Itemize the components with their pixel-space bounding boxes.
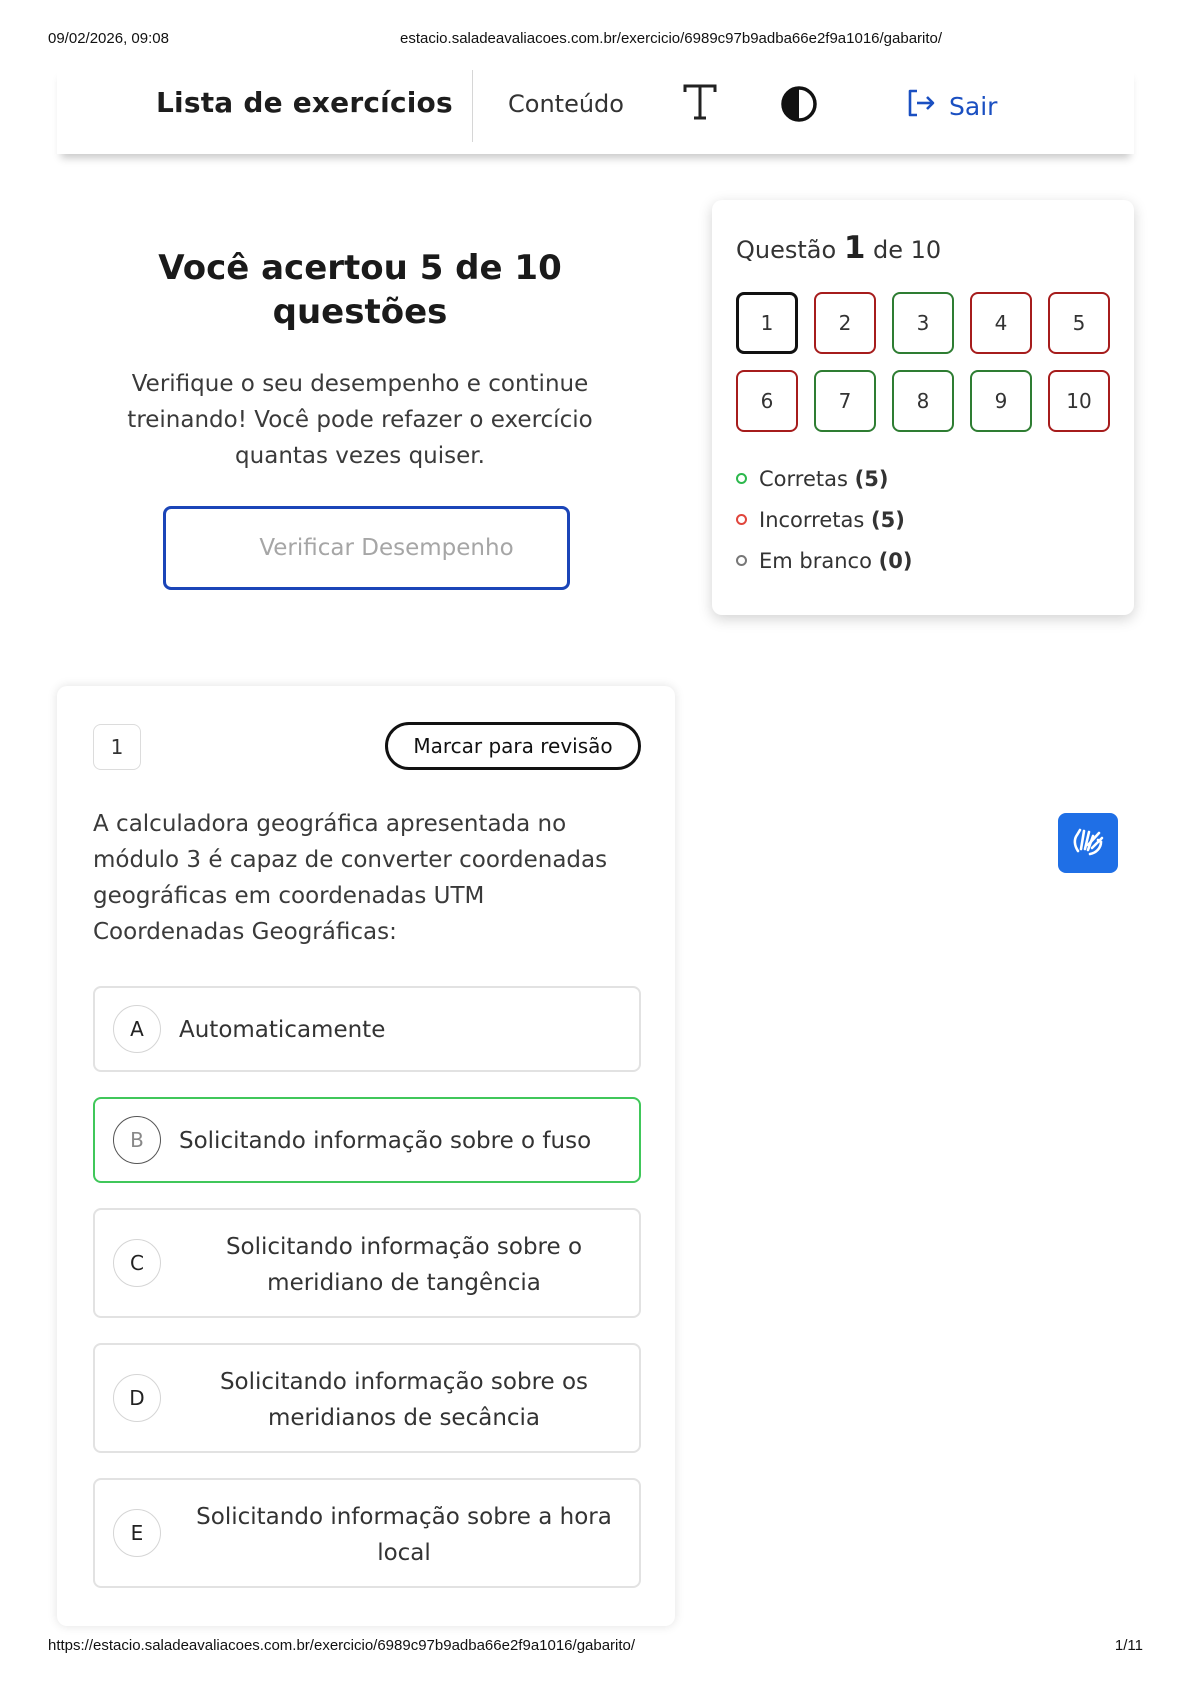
result-summary <box>100 246 620 474</box>
option-text-line: Solicitando informação sobre os <box>219 1369 589 1395</box>
sign-language-button[interactable] <box>1058 813 1118 873</box>
question-nav-button-7[interactable]: 7 <box>814 370 876 432</box>
content-link[interactable]: Conteúdo <box>508 90 624 118</box>
option-text <box>179 1364 629 1436</box>
legend-incorrect-label: Incorretas <box>759 507 865 532</box>
question-nav-button-5[interactable]: 5 <box>1048 292 1110 354</box>
question-stem-line: A calculadora geográfica apresentada no <box>93 811 567 837</box>
page-indicator: 1/11 <box>1114 1637 1143 1654</box>
question-nav-button-4[interactable]: 4 <box>970 292 1032 354</box>
legend-blank-label: Em branco <box>759 548 872 573</box>
footer-url: https://estacio.saladeavaliacoes.com.br/exercicio/6989c97b9adba66e2f9a1016/gabarito/ <box>48 1637 636 1654</box>
option-letter: D <box>113 1374 161 1422</box>
legend-incorrect-count: (5) <box>871 507 905 532</box>
option-text <box>179 1229 629 1301</box>
contrast-icon[interactable] <box>779 84 819 124</box>
header-divider <box>472 70 473 142</box>
question-nav-button-9[interactable]: 9 <box>970 370 1032 432</box>
current-question-number: 1 <box>843 230 866 266</box>
logout-icon <box>905 87 937 125</box>
option-text-line: meridianos de secância <box>267 1405 541 1431</box>
option-b[interactable] <box>93 1097 641 1183</box>
question-nav-button-8[interactable]: 8 <box>892 370 954 432</box>
option-text-line: Solicitando informação sobre o <box>225 1234 583 1260</box>
correct-dot-icon <box>736 473 747 484</box>
option-d[interactable] <box>93 1343 641 1453</box>
question-number-badge: 1 <box>93 724 141 770</box>
option-text <box>179 1499 629 1571</box>
font-size-icon[interactable] <box>679 80 721 126</box>
option-a[interactable] <box>93 986 641 1072</box>
legend-correct-label: Corretas <box>759 466 848 491</box>
print-header <box>48 30 1143 50</box>
incorrect-dot-icon <box>736 514 747 525</box>
verify-performance-button[interactable]: Verificar Desempenho <box>163 506 570 590</box>
option-letter: A <box>113 1005 161 1053</box>
page-title: Lista de exercícios <box>156 86 453 119</box>
question-grid <box>736 292 1110 432</box>
question-stem-line: módulo 3 é capaz de converter coordenadas <box>93 847 608 873</box>
navigator-title <box>736 230 941 266</box>
option-letter: E <box>113 1509 161 1557</box>
option-letter: C <box>113 1239 161 1287</box>
question-stem-line: Coordenadas Geográficas: <box>93 919 397 945</box>
option-text: Solicitando informação sobre o fuso <box>179 1128 592 1154</box>
option-letter: B <box>113 1116 161 1164</box>
question-card <box>57 686 675 1626</box>
option-c[interactable] <box>93 1208 641 1318</box>
question-nav-button-2[interactable]: 2 <box>814 292 876 354</box>
mark-for-review-button[interactable]: Marcar para revisão <box>385 722 641 770</box>
legend-correct-count: (5) <box>854 466 889 491</box>
legend-blank-count: (0) <box>878 548 913 573</box>
question-nav-button-6[interactable]: 6 <box>736 370 798 432</box>
legend-blank <box>736 540 912 581</box>
question-stem <box>93 806 633 950</box>
logout-label: Sair <box>949 91 998 121</box>
result-message: Verifique o seu desempenho e continue treinando! Você pode refazer o exercício quantas vezes quiser. <box>127 371 593 469</box>
print-date: 09/02/2026, 09:08 <box>48 30 169 47</box>
question-nav-button-3[interactable]: 3 <box>892 292 954 354</box>
question-nav-button-10[interactable]: 10 <box>1048 370 1110 432</box>
option-text-line: meridiano de tangência <box>267 1270 541 1296</box>
navigator-total: de 10 <box>873 236 942 264</box>
option-text-line: Solicitando informação sobre a hora <box>196 1504 612 1530</box>
logout-button[interactable] <box>905 86 997 126</box>
question-stem-line: geográficas em coordenadas UTM <box>93 883 485 909</box>
option-text-line: local <box>377 1540 431 1566</box>
navigator-label: Questão <box>736 236 837 264</box>
option-e[interactable] <box>93 1478 641 1588</box>
legend-correct <box>736 458 912 499</box>
print-url: estacio.saladeavaliacoes.com.br/exercicio/6989c97b9adba66e2f9a1016/gabarito/ <box>400 30 943 47</box>
status-legend <box>736 458 912 581</box>
top-navigation-bar <box>57 66 1134 154</box>
print-footer <box>48 1637 1143 1657</box>
question-nav-button-1[interactable]: 1 <box>736 292 798 354</box>
legend-incorrect <box>736 499 912 540</box>
result-heading: Você acertou 5 de 10 questões <box>158 248 562 332</box>
question-navigator <box>712 200 1134 615</box>
blank-dot-icon <box>736 555 747 566</box>
sign-language-icon <box>1068 821 1108 865</box>
option-text: Automaticamente <box>179 1017 386 1043</box>
